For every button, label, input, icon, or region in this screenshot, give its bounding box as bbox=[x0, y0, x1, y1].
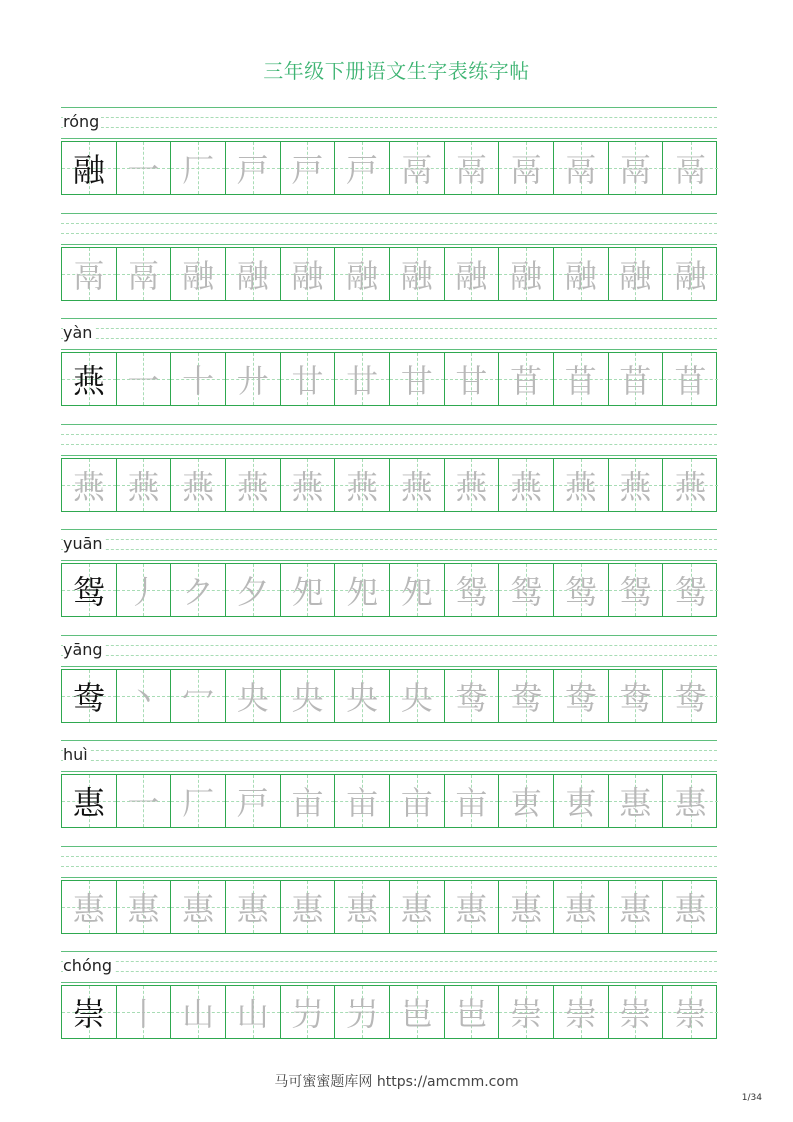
trace-character: 一 bbox=[127, 362, 160, 400]
tianzige-cell bbox=[499, 142, 554, 194]
tianzige-cell bbox=[117, 881, 172, 933]
tianzige-cell bbox=[663, 353, 718, 405]
trace-character: 惠 bbox=[127, 889, 160, 928]
trace-character: 央 bbox=[291, 678, 324, 717]
tianzige-cell bbox=[62, 881, 117, 933]
pinyin-band bbox=[61, 107, 717, 139]
tianzige-cell bbox=[663, 564, 718, 616]
trace-character: 鬲 bbox=[400, 151, 433, 189]
trace-character: 一 bbox=[127, 151, 160, 189]
tianzige-cell bbox=[390, 881, 445, 933]
tianzige-cell bbox=[171, 881, 226, 933]
tianzige-cell bbox=[390, 459, 445, 511]
tianzige-cell bbox=[335, 248, 390, 300]
model-character: 鸳 bbox=[72, 573, 105, 611]
tianzige-cell bbox=[499, 564, 554, 616]
tianzige-cell bbox=[62, 459, 117, 511]
tianzige-cell bbox=[609, 459, 664, 511]
trace-character: 夗 bbox=[291, 573, 324, 611]
trace-character: 亩 bbox=[291, 784, 324, 822]
tianzige-cell bbox=[335, 670, 390, 722]
trace-character: 亩 bbox=[455, 784, 488, 822]
tianzige-cell bbox=[663, 986, 718, 1038]
tianzige-grid bbox=[61, 669, 717, 723]
pinyin-band bbox=[61, 318, 717, 350]
pinyin-label: yuān bbox=[63, 534, 103, 553]
tianzige-cell bbox=[171, 142, 226, 194]
trace-character: 鬲 bbox=[674, 151, 707, 189]
trace-character: 亩 bbox=[346, 784, 379, 822]
trace-character: 叀 bbox=[510, 784, 543, 822]
trace-character: 崇 bbox=[564, 995, 597, 1033]
tianzige-cell bbox=[281, 459, 336, 511]
tianzige-cell bbox=[554, 353, 609, 405]
tianzige-cell bbox=[609, 353, 664, 405]
trace-character: 丿 bbox=[127, 573, 160, 611]
tianzige-cell bbox=[663, 142, 718, 194]
tianzige-cell bbox=[62, 775, 117, 827]
tianzige-cell bbox=[499, 775, 554, 827]
tianzige-cell bbox=[117, 142, 172, 194]
tianzige-cell bbox=[62, 353, 117, 405]
trace-character: 叀 bbox=[564, 784, 597, 822]
trace-character: 央 bbox=[236, 678, 269, 717]
trace-character: 崇 bbox=[619, 995, 652, 1033]
trace-character: 戸 bbox=[236, 151, 269, 189]
trace-character: 鸳 bbox=[455, 573, 488, 611]
tianzige-cell bbox=[117, 986, 172, 1038]
pinyin-label: chóng bbox=[63, 956, 113, 975]
tianzige-cell bbox=[226, 248, 281, 300]
trace-character: 十 bbox=[182, 362, 215, 400]
tianzige-cell bbox=[226, 881, 281, 933]
pinyin-band bbox=[61, 424, 717, 456]
trace-character: 燕 bbox=[182, 467, 215, 506]
trace-character: 丶 bbox=[127, 678, 160, 717]
tianzige-cell bbox=[390, 353, 445, 405]
tianzige-cell bbox=[554, 459, 609, 511]
trace-character: 燕 bbox=[455, 467, 488, 506]
trace-character: 鬲 bbox=[455, 151, 488, 189]
tianzige-cell bbox=[281, 670, 336, 722]
trace-character: 山 bbox=[182, 995, 215, 1033]
tianzige-cell bbox=[499, 459, 554, 511]
trace-character: 融 bbox=[619, 256, 652, 295]
trace-character: 融 bbox=[291, 256, 324, 295]
trace-character: 惠 bbox=[674, 889, 707, 928]
tianzige-cell bbox=[226, 670, 281, 722]
trace-character: 一 bbox=[127, 784, 160, 822]
trace-character: 燕 bbox=[674, 467, 707, 506]
tianzige-cell bbox=[281, 775, 336, 827]
trace-character: 甘 bbox=[400, 362, 433, 400]
trace-character: 融 bbox=[674, 256, 707, 295]
trace-character: 苜 bbox=[619, 362, 652, 400]
tianzige-cell bbox=[445, 881, 500, 933]
tianzige-cell bbox=[390, 142, 445, 194]
tianzige-cell bbox=[62, 986, 117, 1038]
tianzige-cell bbox=[171, 459, 226, 511]
trace-character: 屶 bbox=[346, 995, 379, 1033]
trace-character: 融 bbox=[346, 256, 379, 295]
trace-character: 燕 bbox=[72, 467, 105, 506]
model-character: 崇 bbox=[72, 995, 105, 1033]
trace-character: 鸳 bbox=[674, 573, 707, 611]
pinyin-band bbox=[61, 529, 717, 561]
model-character: 燕 bbox=[72, 362, 105, 400]
trace-character: 鬲 bbox=[564, 151, 597, 189]
tianzige-cell bbox=[499, 248, 554, 300]
model-character: 融 bbox=[72, 151, 105, 189]
tianzige-cell bbox=[663, 248, 718, 300]
tianzige-cell bbox=[554, 881, 609, 933]
practice-row bbox=[61, 635, 717, 739]
tianzige-cell bbox=[499, 353, 554, 405]
pinyin-band bbox=[61, 951, 717, 983]
trace-character: 夗 bbox=[400, 573, 433, 611]
trace-character: 融 bbox=[182, 256, 215, 295]
tianzige-cell bbox=[171, 248, 226, 300]
tianzige-grid bbox=[61, 563, 717, 617]
tianzige-cell bbox=[171, 775, 226, 827]
practice-row bbox=[61, 529, 717, 633]
tianzige-cell bbox=[226, 353, 281, 405]
trace-character: 戸 bbox=[236, 784, 269, 822]
tianzige-cell bbox=[609, 986, 664, 1038]
trace-character: 苜 bbox=[510, 362, 543, 400]
tianzige-grid bbox=[61, 880, 717, 934]
tianzige-cell bbox=[499, 670, 554, 722]
trace-character: 鬲 bbox=[127, 256, 160, 295]
trace-character: 鸳 bbox=[564, 573, 597, 611]
trace-character: 苜 bbox=[564, 362, 597, 400]
tianzige-cell bbox=[171, 353, 226, 405]
tianzige-cell bbox=[281, 986, 336, 1038]
trace-character: 燕 bbox=[236, 467, 269, 506]
trace-character: 甘 bbox=[455, 362, 488, 400]
tianzige-cell bbox=[663, 459, 718, 511]
tianzige-cell bbox=[390, 670, 445, 722]
trace-character: 惠 bbox=[619, 784, 652, 822]
trace-character: 融 bbox=[564, 256, 597, 295]
tianzige-cell bbox=[390, 248, 445, 300]
tianzige-cell bbox=[117, 775, 172, 827]
tianzige-cell bbox=[663, 775, 718, 827]
practice-row bbox=[61, 424, 717, 528]
trace-character: 燕 bbox=[510, 467, 543, 506]
tianzige-cell bbox=[554, 670, 609, 722]
page-number: 1/34 bbox=[741, 1093, 762, 1103]
pinyin-label: yāng bbox=[63, 639, 103, 659]
tianzige-cell bbox=[499, 881, 554, 933]
tianzige-cell bbox=[226, 142, 281, 194]
tianzige-cell bbox=[390, 775, 445, 827]
tianzige-cell bbox=[609, 775, 664, 827]
trace-character: 鸯 bbox=[455, 678, 488, 717]
pinyin-label: yàn bbox=[63, 323, 93, 342]
trace-character: 融 bbox=[510, 256, 543, 295]
trace-character: 燕 bbox=[127, 467, 160, 506]
tianzige-cell bbox=[445, 775, 500, 827]
tianzige-cell bbox=[335, 459, 390, 511]
tianzige-cell bbox=[171, 986, 226, 1038]
tianzige-cell bbox=[554, 142, 609, 194]
trace-character: 燕 bbox=[346, 467, 379, 506]
trace-character: 燕 bbox=[564, 467, 597, 506]
tianzige-grid bbox=[61, 247, 717, 301]
trace-character: 惠 bbox=[400, 889, 433, 928]
tianzige-cell bbox=[609, 142, 664, 194]
practice-row bbox=[61, 318, 717, 422]
tianzige-cell bbox=[445, 459, 500, 511]
trace-character: 鬲 bbox=[619, 151, 652, 189]
trace-character: 融 bbox=[400, 256, 433, 295]
tianzige-cell bbox=[171, 564, 226, 616]
tianzige-cell bbox=[390, 986, 445, 1038]
tianzige-cell bbox=[117, 670, 172, 722]
pinyin-label: huì bbox=[63, 745, 88, 764]
tianzige-cell bbox=[62, 670, 117, 722]
trace-character: 融 bbox=[236, 256, 269, 295]
tianzige-cell bbox=[554, 564, 609, 616]
pinyin-band bbox=[61, 846, 717, 878]
trace-character: 央 bbox=[346, 678, 379, 717]
trace-character: 惠 bbox=[236, 889, 269, 928]
tianzige-cell bbox=[281, 142, 336, 194]
tianzige-cell bbox=[663, 670, 718, 722]
tianzige-cell bbox=[335, 775, 390, 827]
tianzige-cell bbox=[281, 248, 336, 300]
trace-character: 鬲 bbox=[510, 151, 543, 189]
practice-row bbox=[61, 951, 717, 1055]
tianzige-cell bbox=[609, 564, 664, 616]
tianzige-cell bbox=[554, 248, 609, 300]
tianzige-cell bbox=[226, 564, 281, 616]
trace-character: 燕 bbox=[291, 467, 324, 506]
trace-character: 夕 bbox=[236, 573, 269, 611]
tianzige-cell bbox=[335, 986, 390, 1038]
model-character: 惠 bbox=[72, 784, 105, 822]
tianzige-cell bbox=[117, 353, 172, 405]
tianzige-cell bbox=[226, 775, 281, 827]
tianzige-cell bbox=[554, 986, 609, 1038]
tianzige-cell bbox=[609, 881, 664, 933]
trace-character: 惠 bbox=[182, 889, 215, 928]
trace-character: 惠 bbox=[510, 889, 543, 928]
practice-row bbox=[61, 213, 717, 317]
trace-character: 廿 bbox=[346, 362, 379, 400]
trace-character: 鸳 bbox=[619, 573, 652, 611]
trace-character: 戸 bbox=[291, 151, 324, 189]
practice-row bbox=[61, 107, 717, 211]
trace-character: 亩 bbox=[400, 784, 433, 822]
tianzige-cell bbox=[226, 986, 281, 1038]
page-title: 三年级下册语文生字表练字帖 bbox=[263, 59, 530, 83]
trace-character: 冖 bbox=[182, 678, 215, 717]
trace-character: 惠 bbox=[346, 889, 379, 928]
trace-character: 鬲 bbox=[72, 256, 105, 295]
trace-character: 惠 bbox=[564, 889, 597, 928]
tianzige-cell bbox=[609, 670, 664, 722]
trace-character: 廿 bbox=[291, 362, 324, 400]
trace-character: 惠 bbox=[72, 889, 105, 928]
tianzige-cell bbox=[335, 564, 390, 616]
trace-character: 厂 bbox=[182, 784, 215, 822]
tianzige-cell bbox=[445, 353, 500, 405]
trace-character: 屶 bbox=[291, 995, 324, 1033]
trace-character: 融 bbox=[455, 256, 488, 295]
tianzige-cell bbox=[335, 142, 390, 194]
trace-character: 廾 bbox=[236, 362, 269, 400]
trace-character: 鸳 bbox=[510, 573, 543, 611]
tianzige-cell bbox=[171, 670, 226, 722]
tianzige-cell bbox=[281, 881, 336, 933]
trace-character: 央 bbox=[400, 678, 433, 717]
tianzige-grid bbox=[61, 141, 717, 195]
model-character: 鸯 bbox=[72, 678, 105, 717]
tianzige-cell bbox=[62, 248, 117, 300]
trace-character: 厂 bbox=[182, 151, 215, 189]
practice-row bbox=[61, 740, 717, 844]
trace-character: 苜 bbox=[674, 362, 707, 400]
tianzige-cell bbox=[663, 881, 718, 933]
trace-character: 岜 bbox=[455, 995, 488, 1033]
trace-character: 岜 bbox=[400, 995, 433, 1033]
tianzige-cell bbox=[445, 248, 500, 300]
tianzige-grid bbox=[61, 458, 717, 512]
tianzige-cell bbox=[445, 142, 500, 194]
trace-character: 丨 bbox=[127, 995, 160, 1033]
tianzige-cell bbox=[62, 142, 117, 194]
pinyin-label: róng bbox=[63, 112, 100, 131]
tianzige-cell bbox=[117, 459, 172, 511]
tianzige-cell bbox=[281, 564, 336, 616]
trace-character: 戸 bbox=[346, 151, 379, 189]
trace-character: 崇 bbox=[510, 995, 543, 1033]
tianzige-grid bbox=[61, 774, 717, 828]
trace-character: 鸯 bbox=[564, 678, 597, 717]
tianzige-cell bbox=[117, 564, 172, 616]
pinyin-band bbox=[61, 213, 717, 245]
trace-character: 鸯 bbox=[619, 678, 652, 717]
tianzige-cell bbox=[554, 775, 609, 827]
tianzige-cell bbox=[390, 564, 445, 616]
footer-source: 马可蜜蜜题库网 https://amcmm.com bbox=[274, 1074, 519, 1090]
trace-character: 鸯 bbox=[510, 678, 543, 717]
tianzige-cell bbox=[62, 564, 117, 616]
trace-character: 鸯 bbox=[674, 678, 707, 717]
tianzige-cell bbox=[335, 353, 390, 405]
tianzige-cell bbox=[445, 986, 500, 1038]
trace-character: 惠 bbox=[619, 889, 652, 928]
trace-character: 燕 bbox=[400, 467, 433, 506]
tianzige-cell bbox=[117, 248, 172, 300]
trace-character: 山 bbox=[236, 995, 269, 1033]
pinyin-band bbox=[61, 635, 717, 667]
tianzige-cell bbox=[226, 459, 281, 511]
trace-character: 崇 bbox=[674, 995, 707, 1033]
trace-character: 惠 bbox=[291, 889, 324, 928]
tianzige-cell bbox=[499, 986, 554, 1038]
trace-character: ク bbox=[182, 573, 215, 611]
tianzige-grid bbox=[61, 985, 717, 1039]
trace-character: 夗 bbox=[346, 573, 379, 611]
tianzige-cell bbox=[445, 670, 500, 722]
trace-character: 惠 bbox=[455, 889, 488, 928]
tianzige-cell bbox=[445, 564, 500, 616]
pinyin-band bbox=[61, 740, 717, 772]
tianzige-cell bbox=[609, 248, 664, 300]
tianzige-cell bbox=[281, 353, 336, 405]
tianzige-cell bbox=[335, 881, 390, 933]
practice-row bbox=[61, 846, 717, 950]
tianzige-grid bbox=[61, 352, 717, 406]
trace-character: 燕 bbox=[619, 467, 652, 506]
trace-character: 惠 bbox=[674, 784, 707, 822]
